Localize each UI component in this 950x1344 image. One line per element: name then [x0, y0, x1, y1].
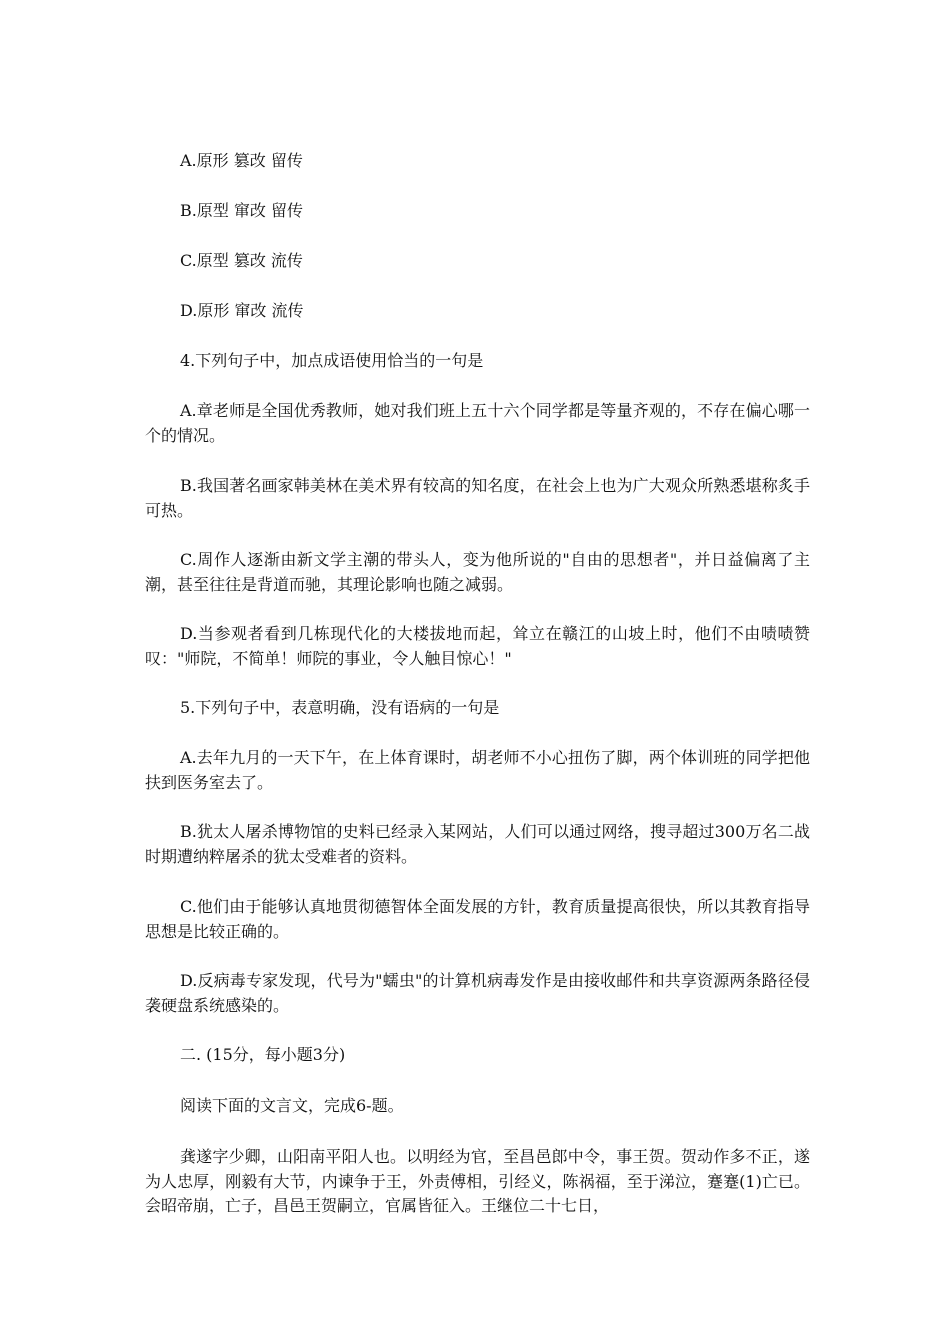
q4-option-a: A.章老师是全国优秀教师，她对我们班上五十六个同学都是等量齐观的，不存在偏心哪一个的情况。: [145, 401, 810, 445]
q5-option-c: C.他们由于能够认真地贯彻德智体全面发展的方针，教育质量提高很快，所以其教育指导思想是比较正确的。: [145, 897, 810, 941]
q3-option-a: A.原形 篡改 留传: [180, 151, 303, 170]
q5-stem: 5.下列句子中，表意明确，没有语病的一句是: [180, 698, 500, 717]
q4-option-c: C.周作人逐渐由新文学主潮的带头人，变为他所说的"自由的思想者"，并日益偏离了主潮，甚至往往是背道而驰，其理论影响也随之减弱。: [145, 550, 810, 594]
q4-option-b: B.我国著名画家韩美林在美术界有较高的知名度，在社会上也为广大观众所熟悉堪称炙手可热。: [145, 476, 810, 520]
section-heading: 二. (15分，每小题3分): [180, 1045, 346, 1064]
q3-option-d: D.原形 窜改 流传: [180, 301, 304, 320]
q5-option-b: B.犹太人屠杀博物馆的史料已经录入某网站，人们可以通过网络，搜寻超过300万名二战时期遭纳粹屠杀的犹太受难者的资料。: [145, 822, 810, 866]
q5-option-d: D.反病毒专家发现，代号为"蠕虫"的计算机病毒发作是由接收邮件和共享资源两条路径侵袭硬盘系统感染的。: [145, 971, 810, 1015]
q3-option-c: C.原型 篡改 流传: [180, 251, 303, 270]
q4-option-d: D.当参观者看到几栋现代化的大楼拔地而起，耸立在赣江的山坡上时，他们不由啧啧赞叹："师院，不简单！师院的事业，令人触目惊心！": [145, 624, 810, 668]
q5-option-a: A.去年九月的一天下午，在上体育课时，胡老师不小心扭伤了脚，两个体训班的同学把他扶到医务室去了。: [145, 748, 810, 792]
q4-stem: 4.下列句子中，加点成语使用恰当的一句是: [180, 351, 484, 370]
q3-option-b: B.原型 窜改 留传: [180, 201, 304, 220]
classical-passage: 龚遂字少卿，山阳南平阳人也。以明经为官，至昌邑郎中令，事王贺。贺动作多不正，遂为人忠厚，刚毅有大节，内谏争于王，外责傅相，引经义，陈祸福，至于涕泣，蹇蹇(1)亡已。会昭帝崩，亡子，昌邑王贺嗣立，官属皆征入。王继位二十七日，: [145, 1147, 810, 1215]
reading-instruction: 阅读下面的文言文，完成6-题。: [180, 1096, 404, 1115]
